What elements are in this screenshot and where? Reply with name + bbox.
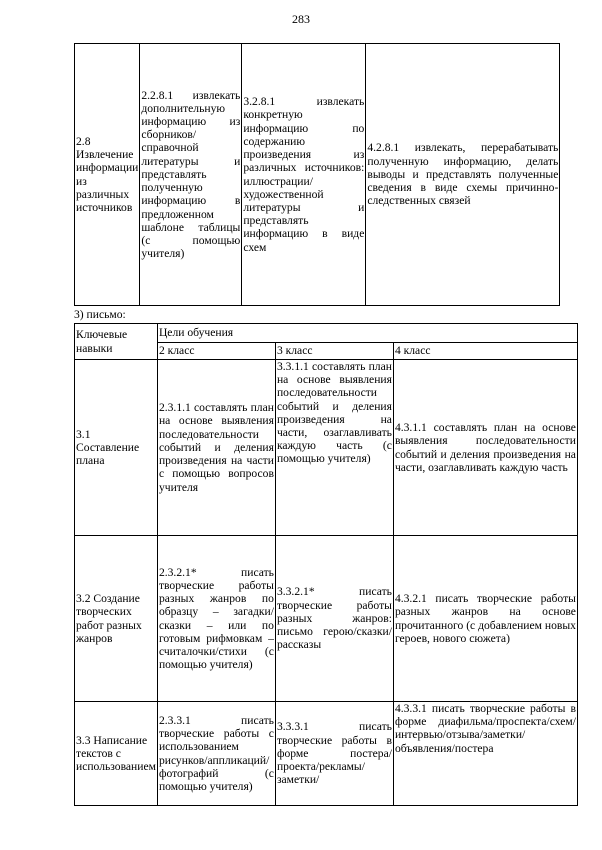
header-grade4: 4 класс (393, 343, 577, 360)
header-row (75, 324, 578, 343)
grade3-goal-cell: 3.3.1.1 составлять план на основе выявления последовательности событий и деления произведения на части, озаглавливать каждую часть (с помощью учителя) (275, 360, 393, 536)
skill-cell: 3.3 Написание текстов с использованием (75, 702, 158, 806)
grade2-goal-cell: 2.3.2.1* писать творческие работы разных жанров по образцу – загадки/сказки – или по готовым рифмовкам – считалочки/стихи (с помощью учителя) (157, 536, 275, 702)
header-skills: Ключевые навыки (75, 324, 158, 360)
grade4-goal-cell: 4.3.1.1 составлять план на основе выявления последовательности событий и деления произведения на части, озаглавливать каждую часть (393, 360, 577, 536)
skill-cell: 3.1 Составление плана (75, 360, 158, 536)
grade2-goal-cell: 2.3.1.1 составлять план на основе выявления последовательности событий и деления произведения на части с помощью вопросов учителя (157, 360, 275, 536)
table-row (75, 360, 578, 536)
page-number: 283 (292, 12, 310, 26)
header-grade2: 2 класс (157, 343, 275, 360)
grade4-goal-cell: 4.2.8.1 извлекать, перерабатывать полученную информацию, делать выводы и представлять полученные сведения в виде схемы причинно-следственных связей (366, 44, 560, 306)
grade3-goal-cell: 3.2.8.1 извлекать конкретную информацию по содержанию произведения из различных источников: иллюстрации/художественной литературы и представлять информацию в виде схем (242, 44, 366, 306)
learning-goals-table-reading (74, 43, 560, 306)
header-goals: Цели обучения (157, 324, 577, 343)
grade2-goal-cell: 2.2.8.1 извлекать дополнительную информацию из сборников/справочной литературы и представлять полученную информацию в предложенном шаблоне таблицы (с помощью учителя) (140, 44, 242, 306)
grade4-goal-cell: 4.3.3.1 писать творческие работы в форме диафильма/проспекта/схем/интервью/отзыва/заметки/объявления/постера (393, 702, 577, 806)
grade3-goal-cell: 3.3.2.1* писать творческие работы разных жанров: письмо герою/сказки/рассказы (275, 536, 393, 702)
learning-goals-table-writing (74, 323, 578, 806)
header-grade3: 3 класс (275, 343, 393, 360)
skill-cell: 3.2 Создание творческих работ разных жанров (75, 536, 158, 702)
grade4-goal-cell: 4.3.2.1 писать творческие работы разных жанров на основе прочитанного (с добавлением новых героев, нового сюжета) (393, 536, 577, 702)
grade2-goal-cell: 2.3.3.1 писать творческие работы с использованием рисунков/аппликаций/фотографий (с помощью учителя) (157, 702, 275, 806)
table-row (75, 536, 578, 702)
skill-cell: 2.8 Извлечение информации из различных источников (75, 44, 140, 306)
table-row (75, 44, 560, 306)
section-label-writing: 3) письмо: (74, 308, 126, 321)
table-row (75, 702, 578, 806)
grade3-goal-cell: 3.3.3.1 писать творческие работы в форме постера/проекта/рекламы/заметки/ (275, 702, 393, 806)
